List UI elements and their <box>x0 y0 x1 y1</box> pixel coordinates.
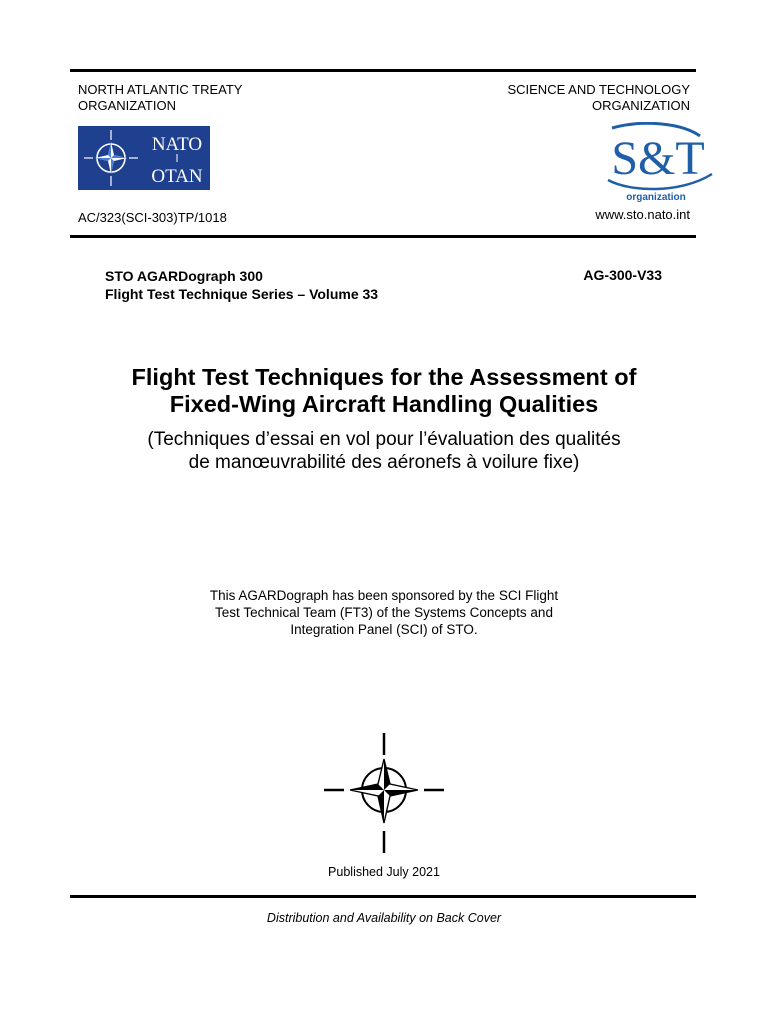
sponsor-line-3: Integration Panel (SCI) of STO. <box>290 622 478 637</box>
header-bottom-rule <box>70 235 696 238</box>
nato-otan-logo <box>78 126 210 190</box>
document-subtitle <box>0 428 768 474</box>
subtitle-line-2: de manœuvrabilité des aéronefs à voilure fixe) <box>188 452 580 473</box>
document-title <box>0 364 768 418</box>
svg-text:organization: organization <box>626 192 686 203</box>
series-info <box>105 267 378 303</box>
svg-text:NATO: NATO <box>151 134 203 155</box>
right-organization-name <box>507 82 690 114</box>
title-line-1: Flight Test Techniques for the Assessment of <box>131 364 637 390</box>
document-reference: AC/323(SCI-303)TP/1018 <box>78 210 227 225</box>
title-line-2: Fixed-Wing Aircraft Handling Qualities <box>169 391 599 417</box>
left-org-line-1: NORTH ATLANTIC TREATY <box>78 82 243 97</box>
distribution-note: Distribution and Availability on Back Cover <box>266 911 502 925</box>
compass-star-icon <box>324 733 444 853</box>
sponsor-line-2: Test Technical Team (FT3) of the Systems Concepts and <box>215 605 553 620</box>
svg-text:S&T: S&T <box>611 132 705 185</box>
series-line-1: STO AGARDograph 300 <box>105 268 263 284</box>
document-code: AG-300-V33 <box>583 267 662 283</box>
left-org-line-2: ORGANIZATION <box>78 98 176 113</box>
subtitle-line-1: (Techniques d’essai en vol pour l’évaluation des qualités <box>147 429 621 450</box>
bottom-rule <box>70 895 696 898</box>
right-org-line-2: ORGANIZATION <box>592 98 690 113</box>
website-link[interactable]: www.sto.nato.int <box>595 207 690 222</box>
series-line-2: Flight Test Technique Series – Volume 33 <box>105 286 379 302</box>
sponsor-statement <box>0 587 768 638</box>
st-organization-logo <box>600 122 716 204</box>
top-rule <box>70 69 696 72</box>
svg-text:OTAN: OTAN <box>151 166 203 187</box>
left-organization-name <box>78 82 242 114</box>
sponsor-line-1: This AGARDograph has been sponsored by the SCI Flight <box>209 588 559 603</box>
right-org-line-1: SCIENCE AND TECHNOLOGY <box>507 82 690 97</box>
publication-date: Published July 2021 <box>328 865 440 879</box>
